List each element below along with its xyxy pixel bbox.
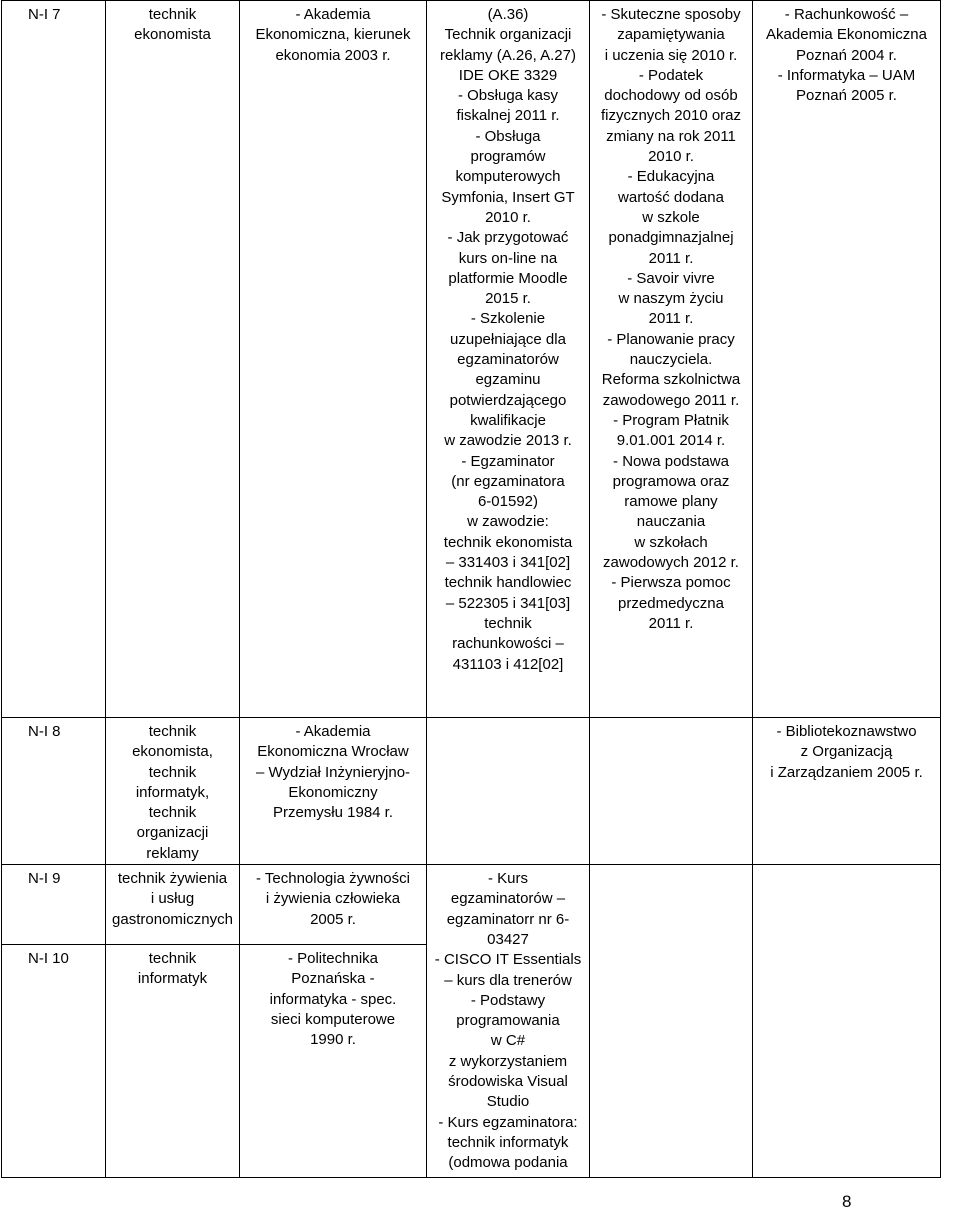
profession-cell: technik ekonomista — [106, 1, 240, 718]
studies-cell: - Politechnika Poznańska - informatyka - spec. sieci komputerowe 1990 r. — [240, 945, 427, 1178]
table-row — [2, 1, 941, 718]
teacher-id-cell: N-I 10 — [2, 945, 106, 1178]
profession-cell: technik informatyk — [106, 945, 240, 1178]
profession-cell: technik żywienia i usług gastronomicznych — [106, 865, 240, 945]
training-cell — [590, 718, 753, 865]
other-qualifications-cell — [753, 865, 941, 1178]
training-cell: - Skuteczne sposoby zapamiętywania i uczenia się 2010 r. - Podatek dochodowy od osób fizycznych 2010 oraz zmiany na rok 2011 2010 r. - Edukacyjna wartość dodana w szkole ponadgimnazjalnej 2011 r. - Savoir vivre w naszym życiu 2011 r. - Planowanie pracy nauczyciela. Reforma szkolnictwa zawodowego 2011 r. - Program Płatnik 9.01.001 2014 r. - Nowa podstawa programowa oraz ramowe plany nauczania w szkołach zawodowych 2012 r. - Pierwsza pomoc przedmedyczna 2011 r. — [590, 1, 753, 718]
other-qualifications-cell: - Bibliotekoznawstwo z Organizacją i Zarządzaniem 2005 r. — [753, 718, 941, 865]
profession-cell: technik ekonomista, technik informatyk, technik organizacji reklamy — [106, 718, 240, 865]
teacher-id-cell: N-I 7 — [2, 1, 106, 718]
table-row — [2, 865, 941, 945]
courses-cell — [427, 718, 590, 865]
page-number: 8 — [842, 1192, 852, 1211]
other-qualifications-cell: - Rachunkowość – Akademia Ekonomiczna Poznań 2004 r. - Informatyka – UAM Poznań 2005 r. — [753, 1, 941, 718]
studies-cell: - Akademia Ekonomiczna Wrocław – Wydział Inżynieryjno- Ekonomiczny Przemysłu 1984 r. — [240, 718, 427, 865]
courses-cell: (A.36) Technik organizacji reklamy (A.26, A.27) IDE OKE 3329 - Obsługa kasy fiskalnej 2011 r. - Obsługa programów komputerowych Symfonia, Insert GT 2010 r. - Jak przygotować kurs on-line na platformie Moodle 2015 r. - Szkolenie uzupełniające dla egzaminatorów egzaminu potwierdzającego kwalifikacje w zawodzie 2013 r. - Egzaminator (nr egzaminatora 6-01592) w zawodzie: technik ekonomista – 331403 i 341[02] technik handlowiec – 522305 i 341[03] technik rachunkowości – 431103 i 412[02] — [427, 1, 590, 718]
qualifications-table — [1, 0, 941, 1178]
studies-cell: - Akademia Ekonomiczna, kierunek ekonomia 2003 r. — [240, 1, 427, 718]
training-cell — [590, 865, 753, 1178]
teacher-id-cell: N-I 8 — [2, 718, 106, 865]
studies-cell: - Technologia żywności i żywienia człowieka 2005 r. — [240, 865, 427, 945]
table-row — [2, 718, 941, 865]
courses-cell: - Kurs egzaminatorów – egzaminatorr nr 6- 03427 - CISCO IT Essentials – kurs dla trenerów - Podstawy programowania w C# z wykorzystaniem środowiska Visual Studio - Kurs egzaminatora: technik informatyk (odmowa podania — [427, 865, 590, 1178]
teacher-id-cell: N-I 9 — [2, 865, 106, 945]
